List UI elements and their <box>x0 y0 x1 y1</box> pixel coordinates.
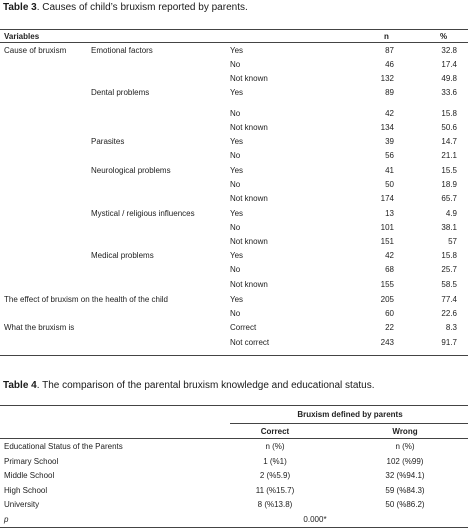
table4-cell-education: High School <box>4 486 48 495</box>
table3-cell-n: 89 <box>385 88 394 97</box>
table4-cell-education: Middle School <box>4 471 55 480</box>
table3-cell-response: Not known <box>230 74 268 83</box>
table3-cell-response: Not correct <box>230 338 270 347</box>
table3-cell-response: Yes <box>230 295 244 304</box>
table3-cell-n: 151 <box>380 237 394 246</box>
table3-cell-response: No <box>230 109 241 118</box>
table3-cell-n: 42 <box>385 109 394 118</box>
table3-cell-pct: 15.5 <box>441 166 457 175</box>
table3-cell-n: 174 <box>380 194 394 203</box>
table3-cell-pct: 50.6 <box>441 123 457 132</box>
table3-cell-response: Not known <box>230 194 268 203</box>
table3-cell-response: Not known <box>230 237 268 246</box>
table3-cell-n: 22 <box>385 323 394 332</box>
table3-cell-response: Correct <box>230 323 257 332</box>
table3-cell-pct: 15.8 <box>441 251 457 260</box>
table4-cell-education: University <box>4 500 40 509</box>
table3-cell-n: 39 <box>385 137 394 146</box>
table3-cell-response: No <box>230 60 241 69</box>
table3-cell-response: Not known <box>230 123 268 132</box>
table3-caption <box>3 3 248 13</box>
table3-caption-text: . Causes of child’s bruxism reported by parents. <box>36 2 248 13</box>
table3-cell-category: What the bruxism is <box>4 323 75 332</box>
table3-cell-pct: 14.7 <box>441 137 457 146</box>
table3-cell-response: No <box>230 180 241 189</box>
table3-cell-pct: 57 <box>448 237 457 246</box>
table3-cell-pct: 58.5 <box>441 280 457 289</box>
table3-cell-pct: 38.1 <box>441 223 457 232</box>
table3-cell-response: Not known <box>230 280 268 289</box>
table4-cell-education: Educational Status of the Parents <box>4 442 123 451</box>
table3-cell-pct: 15.8 <box>441 109 457 118</box>
table3-cell-n: 101 <box>380 223 394 232</box>
table4-group-rule <box>230 423 468 424</box>
table3-header-variables: Variables <box>4 32 40 41</box>
table4-cell-wrong: 59 (%84.3) <box>385 486 425 495</box>
table3-cell-n: 42 <box>385 251 394 260</box>
table4-p-label: p <box>4 515 9 524</box>
table4-cell-correct: 8 (%13.8) <box>257 500 293 509</box>
table3-cell-pct: 49.8 <box>441 74 457 83</box>
table3-cell-n: 41 <box>385 166 394 175</box>
table3-cell-response: Yes <box>230 137 244 146</box>
table4-cell-education: Primary School <box>4 457 59 466</box>
table3-cell-n: 134 <box>380 123 394 132</box>
table3-cell-category: Cause of bruxism <box>4 46 67 55</box>
table3-bottom-rule <box>0 355 468 356</box>
table4-cell-correct: 1 (%1) <box>263 457 287 466</box>
table4-col-wrong: Wrong <box>392 427 418 436</box>
table3-cell-subcategory: Neurological problems <box>91 166 171 175</box>
table3-cell-pct: 17.4 <box>441 60 457 69</box>
table3-cell-subcategory: Mystical / religious influences <box>91 209 195 218</box>
table3-cell-subcategory: Dental problems <box>91 88 150 97</box>
table4-bottom-rule <box>0 527 468 528</box>
table3-cell-subcategory: Parasites <box>91 137 125 146</box>
table4-p-value: 0.000* <box>303 515 327 524</box>
table4-caption <box>3 381 375 391</box>
table4-cell-correct: n (%) <box>265 442 285 451</box>
table3-cell-response: Yes <box>230 88 244 97</box>
table3-cell-n: 155 <box>380 280 394 289</box>
table3-cell-response: Yes <box>230 46 244 55</box>
table3-cell-n: 132 <box>380 74 394 83</box>
table3-cell-response: Yes <box>230 209 244 218</box>
table4-caption-label: Table 4 <box>3 380 37 391</box>
table3-caption-label: Table 3 <box>3 2 37 13</box>
table4-cell-correct: 2 (%5.9) <box>259 471 291 480</box>
table3-cell-n: 205 <box>380 295 394 304</box>
table3-cell-pct: 4.9 <box>445 209 457 218</box>
table3-cell-response: No <box>230 151 241 160</box>
table3-cell-response: No <box>230 265 241 274</box>
table3-cell-n: 50 <box>385 180 394 189</box>
table3-cell-pct: 18.9 <box>441 180 457 189</box>
table3-cell-pct: 32.8 <box>441 46 457 55</box>
table3-cell-pct: 8.3 <box>445 323 457 332</box>
table3-cell-pct: 22.6 <box>441 309 457 318</box>
table4-header-rule <box>0 438 468 439</box>
table3-top-rule <box>0 29 468 30</box>
table3-cell-category: The effect of bruxism on the health of the child <box>4 295 168 304</box>
table3-cell-n: 87 <box>385 46 394 55</box>
table3-header-n: n <box>384 32 389 41</box>
table3-cell-n: 46 <box>385 60 394 69</box>
table3-cell-n: 60 <box>385 309 394 318</box>
table3-cell-n: 68 <box>385 265 394 274</box>
table4-group-header: Bruxism defined by parents <box>297 410 403 419</box>
table3-cell-pct: 21.1 <box>441 151 457 160</box>
table3-cell-response: No <box>230 309 241 318</box>
table3-cell-response: No <box>230 223 241 232</box>
table3-cell-n: 243 <box>380 338 394 347</box>
table3-cell-response: Yes <box>230 251 244 260</box>
table3-cell-pct: 33.6 <box>441 88 457 97</box>
table4-cell-wrong: 102 (%99) <box>386 457 424 466</box>
table3-cell-n: 56 <box>385 151 394 160</box>
table3-cell-n: 13 <box>385 209 394 218</box>
table3-cell-response: Yes <box>230 166 244 175</box>
table3-cell-pct: 91.7 <box>441 338 457 347</box>
table3-cell-pct: 77.4 <box>441 295 457 304</box>
table4-top-rule <box>0 405 468 406</box>
table4-cell-wrong: 32 (%94.1) <box>385 471 425 480</box>
table4-caption-text: . The comparison of the parental bruxism knowledge and educational status. <box>36 380 375 391</box>
table3-header-pct: % <box>440 32 448 41</box>
table4-cell-wrong: n (%) <box>395 442 415 451</box>
table3-cell-subcategory: Medical problems <box>91 251 154 260</box>
table4-cell-correct: 11 (%15.7) <box>255 486 295 495</box>
table4-cell-wrong: 50 (%86.2) <box>385 500 425 509</box>
table4-col-correct: Correct <box>260 427 290 436</box>
table3-cell-pct: 25.7 <box>441 265 457 274</box>
table3-header-rule <box>0 42 468 43</box>
table3-cell-subcategory: Emotional factors <box>91 46 153 55</box>
table3-cell-pct: 65.7 <box>441 194 457 203</box>
